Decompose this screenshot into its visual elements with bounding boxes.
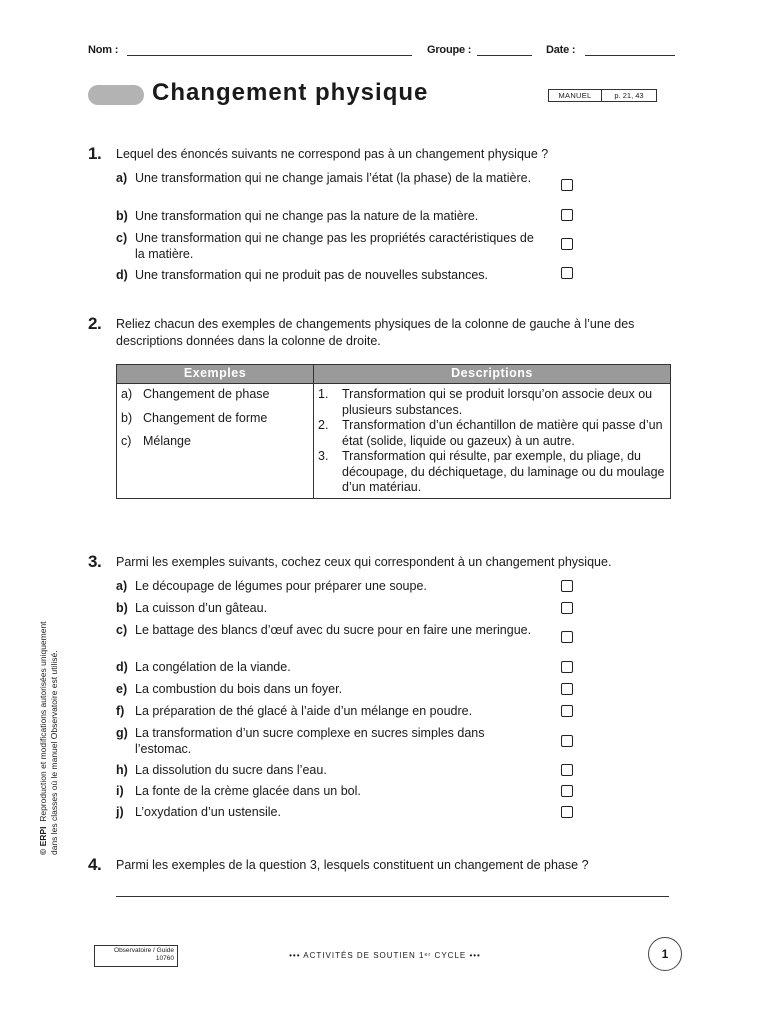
option-text: L’oxydation d’un ustensile. (135, 805, 281, 819)
q3-checkbox-f[interactable] (561, 705, 573, 717)
q3-option-b (116, 601, 540, 617)
example-item[interactable] (121, 387, 309, 403)
guide-title: Observatoire / Guide (114, 947, 174, 954)
copyright-line1: Reproduction et modifications autorisées uniquement (38, 621, 48, 822)
q3-option-c (116, 623, 540, 639)
q1-checkbox-b[interactable] (561, 209, 573, 221)
copyright-notice (38, 555, 59, 855)
group-label: Groupe : (427, 44, 472, 56)
description-number: 3. (318, 449, 329, 463)
option-letter: j) (116, 805, 124, 819)
option-text: Le battage des blancs d’œuf avec du sucre pour en faire une meringue. (135, 623, 532, 637)
option-text: Une transformation qui ne change jamais l’état (la phase) de la matière. (135, 171, 532, 185)
description-text: Transformation qui résulte, par exemple, du pliage, du découpage, du déchiquetage, du laminage ou du moulage d’un matériau. (342, 449, 665, 494)
q1-checkbox-c[interactable] (561, 238, 573, 250)
option-letter: c) (116, 623, 128, 637)
q3-checkbox-b[interactable] (561, 602, 573, 614)
group-field[interactable] (477, 55, 532, 56)
q3-text: Parmi les exemples suivants, cochez ceux qui correspondent à un changement physique. (116, 555, 612, 569)
title-decoration (88, 85, 144, 105)
name-field[interactable] (127, 55, 412, 56)
q3-checkbox-d[interactable] (561, 661, 573, 673)
q1-option-d (116, 268, 540, 284)
example-letter: a) (121, 387, 133, 401)
option-text: La cuisson d’un gâteau. (135, 601, 268, 615)
example-letter: b) (121, 410, 133, 425)
description-number: 1. (318, 387, 329, 401)
option-letter: h) (116, 763, 128, 777)
q3-option-d (116, 660, 540, 676)
date-field[interactable] (585, 55, 675, 56)
q3-option-j (116, 805, 540, 821)
option-text: La préparation de thé glacé à l’aide d’un mélange en poudre. (135, 704, 473, 718)
option-letter: a) (116, 579, 128, 593)
option-text: La dissolution du sucre dans l’eau. (135, 763, 327, 777)
description-item[interactable] (318, 449, 666, 496)
q1-checkbox-a[interactable] (561, 179, 573, 191)
option-text: Une transformation qui ne change pas les propriétés caractéristiques de la matière. (135, 231, 534, 261)
option-text: Le découpage de légumes pour préparer une soupe. (135, 579, 427, 593)
q4-text: Parmi les exemples de la question 3, lesquels constituent un changement de phase ? (116, 858, 589, 872)
examples-cell (117, 384, 314, 499)
q3-option-h (116, 763, 540, 779)
option-letter: d) (116, 268, 128, 282)
example-item[interactable] (121, 434, 309, 450)
option-letter: c) (116, 231, 128, 245)
q3-checkbox-c[interactable] (561, 631, 573, 643)
example-letter: c) (121, 434, 132, 448)
example-text: Mélange (143, 434, 191, 448)
copyright-brand: © ERPI (38, 826, 48, 855)
manual-label: MANUEL (549, 90, 602, 101)
q3-option-a (116, 579, 540, 595)
option-letter: b) (116, 601, 128, 615)
manual-reference (548, 89, 657, 102)
option-text: Une transformation qui ne change pas la nature de la matière. (135, 209, 479, 223)
guide-code: 10760 (155, 955, 174, 962)
description-item[interactable] (318, 418, 666, 449)
example-text: Changement de phase (143, 387, 270, 401)
q3-option-f (116, 704, 540, 720)
description-item[interactable] (318, 387, 666, 418)
option-letter: e) (116, 682, 128, 696)
q1-number: 1. (88, 144, 102, 163)
page-number: 1 (648, 937, 682, 971)
q3-option-i (116, 784, 540, 800)
date-label: Date : (546, 44, 576, 56)
q3-checkbox-h[interactable] (561, 764, 573, 776)
col-descriptions-header: Descriptions (314, 365, 671, 384)
q3-checkbox-i[interactable] (561, 785, 573, 797)
q3-checkbox-g[interactable] (561, 735, 573, 747)
option-text: La congélation de la viande. (135, 660, 291, 674)
matching-table (116, 364, 671, 499)
copyright-line2: dans les classes où le manuel Observatoire est utilisé. (48, 650, 59, 855)
q3-checkbox-j[interactable] (561, 806, 573, 818)
q3-checkbox-a[interactable] (561, 580, 573, 592)
footer-caption: ••• ACTIVITÉS DE SOUTIEN 1ᵉʳ CYCLE ••• (289, 951, 481, 960)
option-letter: g) (116, 726, 128, 740)
q1-text: Lequel des énoncés suivants ne correspond pas à un changement physique ? (116, 147, 549, 161)
q3-number: 3. (88, 552, 102, 571)
col-examples-header: Exemples (117, 365, 314, 384)
example-item[interactable] (121, 411, 309, 427)
option-text: La combustion du bois dans un foyer. (135, 682, 343, 696)
descriptions-cell (314, 384, 671, 499)
option-letter: f) (116, 704, 125, 718)
q1-option-c (116, 231, 540, 262)
q4-answer-line[interactable] (116, 896, 669, 897)
q4-number: 4. (88, 855, 102, 874)
option-letter: b) (116, 209, 128, 223)
option-text: Une transformation qui ne produit pas de nouvelles substances. (135, 268, 488, 282)
option-letter: d) (116, 660, 128, 674)
q1-checkbox-d[interactable] (561, 267, 573, 279)
name-label: Nom : (88, 44, 119, 56)
q3-option-e (116, 682, 540, 698)
option-letter: a) (116, 171, 128, 185)
q2-text: Reliez chacun des exemples de changements physiques de la colonne de gauche à l’une des descriptions données dans la colonne de droite. (116, 317, 635, 348)
example-text: Changement de forme (143, 410, 268, 425)
option-text: La transformation d’un sucre complexe en sucres simples dans l’estomac. (135, 726, 485, 756)
description-text: Transformation qui se produit lorsqu’on associe deux ou plusieurs substances. (342, 387, 653, 417)
page-title: Changement physique (152, 79, 429, 106)
q2-number: 2. (88, 314, 102, 333)
option-letter: i) (116, 784, 124, 798)
description-number: 2. (318, 418, 329, 432)
q1-option-b (116, 209, 540, 225)
description-text: Transformation d’un échantillon de matière qui passe d’un état (solide, liquide ou gazeux) à un autre. (342, 418, 663, 448)
option-text: La fonte de la crème glacée dans un bol. (135, 784, 361, 798)
manual-pages: p. 21, 43 (614, 91, 644, 100)
q3-checkbox-e[interactable] (561, 683, 573, 695)
q3-option-g (116, 726, 540, 757)
q1-option-a (116, 171, 540, 187)
